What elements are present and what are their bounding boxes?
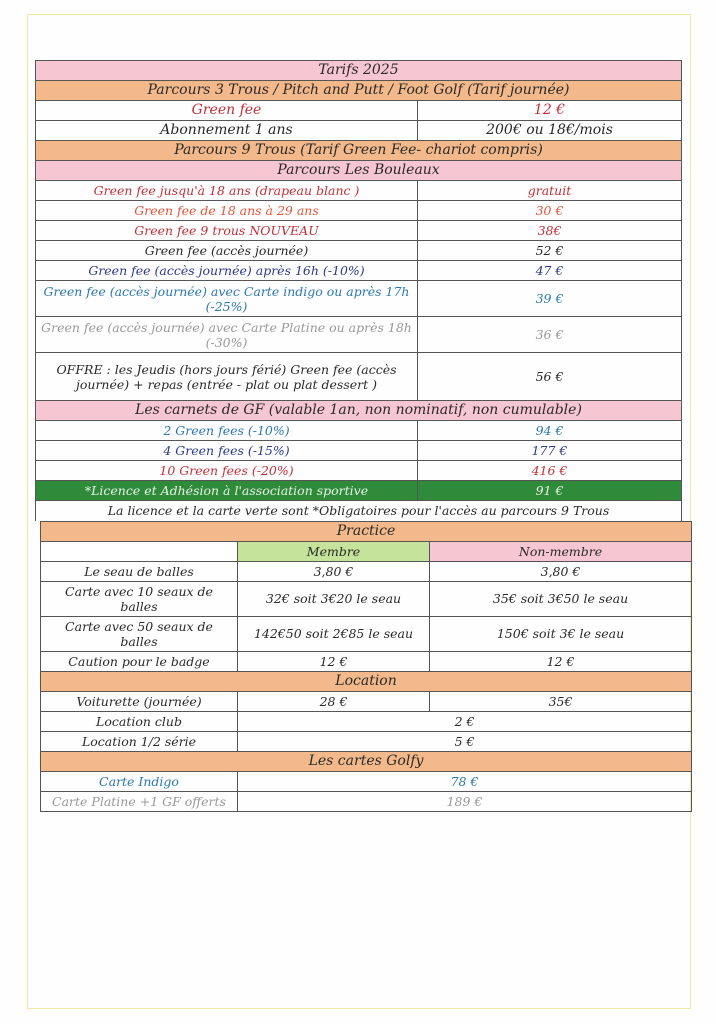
row-price: 2 €	[238, 711, 692, 731]
table-row	[36, 281, 682, 317]
section-header-9-trous: Parcours 9 Trous (Tarif Green Fee- chariot compris)	[36, 141, 682, 161]
section-header-carnets: Les carnets de GF (valable 1an, non nominatif, non cumulable)	[36, 401, 682, 421]
tarifs-table-practice	[40, 521, 692, 812]
table-row	[36, 101, 682, 121]
table-row	[36, 241, 682, 261]
row-label: Green fee jusqu'à 18 ans (drapeau blanc )	[36, 181, 418, 201]
row-price: 5 €	[238, 731, 692, 751]
licence-notice: La licence et la carte verte sont *Obligatoires pour l'accès au parcours 9 Trous	[36, 501, 682, 521]
section-header-practice: Practice	[41, 521, 692, 541]
table-row	[36, 121, 682, 141]
column-header-membre: Membre	[238, 541, 430, 561]
table-row	[36, 441, 682, 461]
row-price: 38€	[418, 221, 682, 241]
row-price-member: 3,80 €	[238, 561, 430, 581]
row-price-member: 32€ soit 3€20 le seau	[238, 581, 430, 616]
table-row	[41, 581, 692, 616]
row-price: 91 €	[418, 481, 682, 501]
row-price-nonmember: 35€	[430, 691, 692, 711]
section-header-golfy: Les cartes Golfy	[41, 751, 692, 771]
row-label: Green fee 9 trous NOUVEAU	[36, 221, 418, 241]
section-header-3-trous: Parcours 3 Trous / Pitch and Putt / Foot Golf (Tarif journée)	[36, 81, 682, 101]
row-price-nonmember: 12 €	[430, 651, 692, 671]
row-label: *Licence et Adhésion à l'association sportive	[36, 481, 418, 501]
row-label: Abonnement 1 ans	[36, 121, 418, 141]
row-label: Voiturette (journée)	[41, 691, 238, 711]
table-row	[41, 731, 692, 751]
row-label: Carte Platine +1 GF offerts	[41, 791, 238, 811]
row-label: 4 Green fees (-15%)	[36, 441, 418, 461]
row-price-member: 142€50 soit 2€85 le seau	[238, 616, 430, 651]
table-row	[41, 561, 692, 581]
row-price: 52 €	[418, 241, 682, 261]
row-label: Le seau de balles	[41, 561, 238, 581]
table-row	[36, 181, 682, 201]
table-row	[41, 771, 692, 791]
row-price: 200€ ou 18€/mois	[418, 121, 682, 141]
row-price: 177 €	[418, 441, 682, 461]
row-price: 36 €	[418, 317, 682, 353]
row-price-nonmember: 35€ soit 3€50 le seau	[430, 581, 692, 616]
row-price: 47 €	[418, 261, 682, 281]
empty-header-cell	[41, 541, 238, 561]
row-price: 189 €	[238, 791, 692, 811]
table-row	[41, 791, 692, 811]
row-price: gratuit	[418, 181, 682, 201]
row-price: 94 €	[418, 421, 682, 441]
section-subheader-bouleaux: Parcours Les Bouleaux	[36, 161, 682, 181]
table-row	[36, 317, 682, 353]
row-price: 78 €	[238, 771, 692, 791]
row-label: Carte avec 10 seaux de balles	[41, 581, 238, 616]
table-row	[41, 651, 692, 671]
table-row	[41, 616, 692, 651]
table-row	[41, 691, 692, 711]
table-row	[36, 353, 682, 401]
row-label: OFFRE : les Jeudis (hors jours férié) Green fee (accès journée) + repas (entrée - plat ou plat dessert )	[36, 353, 418, 401]
row-label: Location 1/2 série	[41, 731, 238, 751]
row-price-nonmember: 3,80 €	[430, 561, 692, 581]
table-row	[41, 711, 692, 731]
row-price: 39 €	[418, 281, 682, 317]
row-label: Caution pour le badge	[41, 651, 238, 671]
price-sheet	[35, 60, 681, 812]
row-label: Green fee (accès journée) avec Carte indigo ou après 17h (-25%)	[36, 281, 418, 317]
row-price: 416 €	[418, 461, 682, 481]
table-row	[36, 421, 682, 441]
row-price-member: 28 €	[238, 691, 430, 711]
row-label: Green fee (accès journée) après 16h (-10%)	[36, 261, 418, 281]
row-label: Green fee	[36, 101, 418, 121]
tarifs-table-main	[35, 60, 682, 521]
row-label: Carte Indigo	[41, 771, 238, 791]
row-label: Green fee de 18 ans à 29 ans	[36, 201, 418, 221]
row-label: Location club	[41, 711, 238, 731]
row-label: Green fee (accès journée) avec Carte Platine ou après 18h (-30%)	[36, 317, 418, 353]
row-price-member: 12 €	[238, 651, 430, 671]
table-row	[36, 221, 682, 241]
row-label: Carte avec 50 seaux de balles	[41, 616, 238, 651]
licence-row	[36, 481, 682, 501]
row-label: 2 Green fees (-10%)	[36, 421, 418, 441]
page-title: Tarifs 2025	[36, 61, 682, 81]
table-row	[36, 261, 682, 281]
row-price: 30 €	[418, 201, 682, 221]
table-row	[36, 201, 682, 221]
row-price: 12 €	[418, 101, 682, 121]
column-header-non-membre: Non-membre	[430, 541, 692, 561]
section-header-location: Location	[41, 671, 692, 691]
table-row	[36, 461, 682, 481]
row-price: 56 €	[418, 353, 682, 401]
row-price-nonmember: 150€ soit 3€ le seau	[430, 616, 692, 651]
row-label: Green fee (accès journée)	[36, 241, 418, 261]
row-label: 10 Green fees (-20%)	[36, 461, 418, 481]
